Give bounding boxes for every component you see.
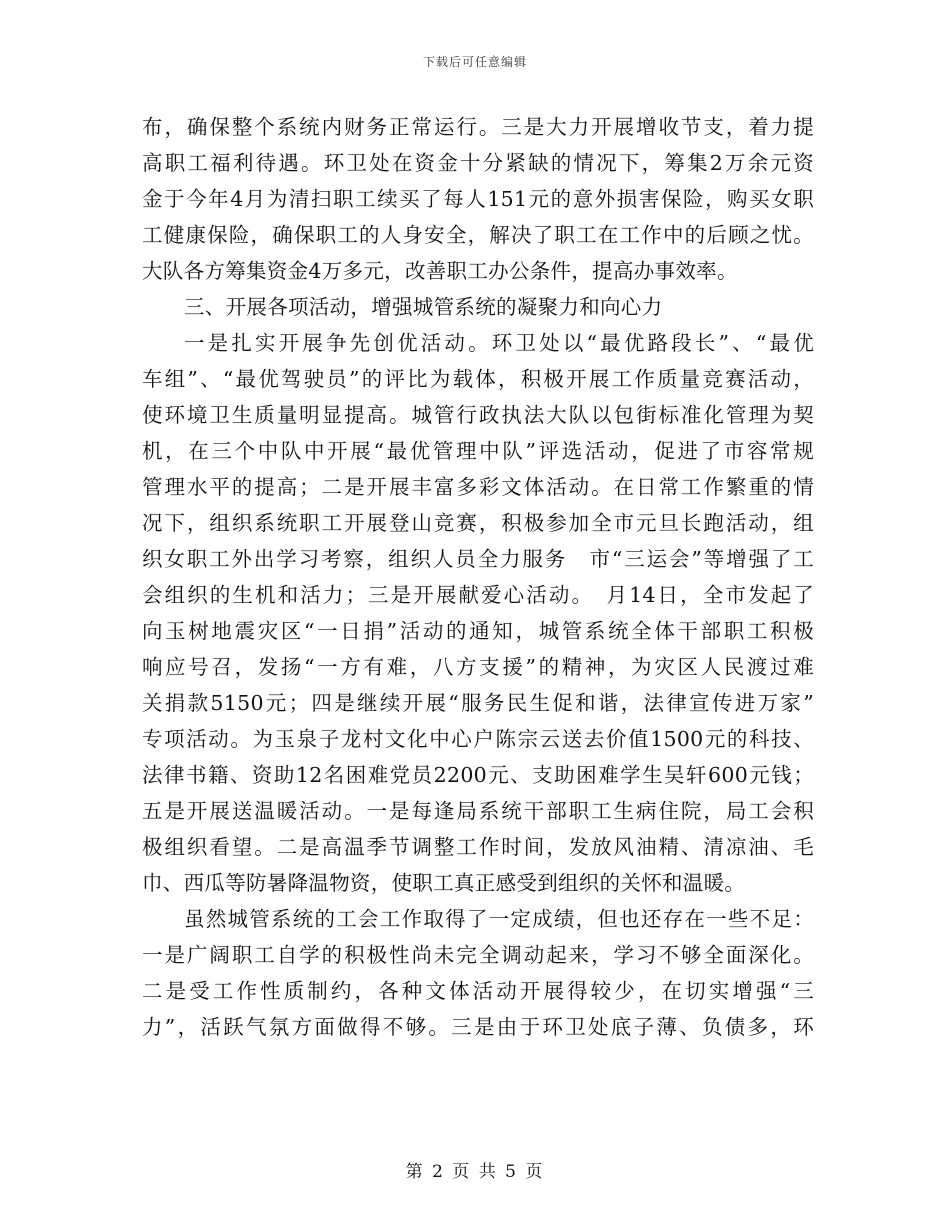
page-number: 第 2 页 共 5 页 [405,1162,545,1182]
text-line: 织女职工外出学习考察，组织人员全力服务 市“三运会”等增强了工 [142,547,814,571]
text-line: 会组织的生机和活力；三是开展献爱心活动。 月14日，全市发起了 [142,583,814,607]
text-line: 布，确保整个系统内财务正常运行。三是大力开展增收节支，着力提 [142,115,814,139]
text-line: 专项活动。为玉泉子龙村文化中心户陈宗云送去价值1500元的科技、 [142,727,814,751]
text-line: 五是开展送温暖活动。一是每逢局系统干部职工生病住院，局工会积 [142,799,814,823]
text-line: 高职工福利待遇。环卫处在资金十分紧缺的情况下，筹集2万余元资 [142,151,814,175]
text-line: 法律书籍、资助12名困难党员2200元、支助困难学生吴轩600元钱； [142,763,814,787]
text-line: 关捐款5150元；四是继续开展“服务民生促和谐，法律宣传进万家” [142,691,814,715]
text-line: 一是扎实开展争先创优活动。环卫处以“最优路段长”、“最优 [184,331,814,355]
page-header: 下载后可任意编辑 [422,55,527,69]
text-line: 向玉树地震灾区“一日捐”活动的通知，城管系统全体干部职工积极 [142,619,814,643]
text-line: 机，在三个中队中开展“最优管理中队”评选活动，促进了市容常规 [142,439,814,463]
text-line: 大队各方筹集资金4万多元，改善职工办公条件，提高办事效率。 [142,259,738,283]
text-line: 使环境卫生质量明显提高。城管行政执法大队以包街标准化管理为契 [142,403,814,427]
text-line: 况下，组织系统职工开展登山竞赛，积极参加全市元旦长跑活动，组 [142,511,814,535]
text-line: 管理水平的提高；二是开展丰富多彩文体活动。在日常工作繁重的情 [142,475,814,499]
text-line: 响应号召，发扬“一方有难，八方支援”的精神，为灾区人民渡过难 [142,655,814,679]
text-line: 金于今年4月为清扫职工续买了每人151元的意外损害保险，购买女职 [142,187,814,211]
text-line: 车组”、“最优驾驶员”的评比为载体，积极开展工作质量竞赛活动， [142,367,814,391]
text-line: 巾、西瓜等防暑降温物资，使职工真正感受到组织的关怀和温暖。 [142,871,746,895]
section-heading: 三、开展各项活动，增强城管系统的凝聚力和向心力 [184,295,663,319]
document-body [142,109,814,1045]
text-line: 极组织看望。二是高温季节调整工作时间，发放风油精、清凉油、毛 [142,835,814,859]
text-line: 虽然城管系统的工会工作取得了一定成绩，但也还存在一些不足： [184,907,814,931]
text-line: 一是广阔职工自学的积极性尚未完全调动起来，学习不够全面深化。 [142,943,814,967]
text-line: 二是受工作性质制约，各种文体活动开展得较少，在切实增强“三 [142,979,814,1003]
text-line: 工健康保险，确保职工的人身安全，解决了职工在工作中的后顾之忧。 [142,223,814,247]
text-line: 力”，活跃气氛方面做得不够。三是由于环卫处底子薄、负债多，环 [142,1015,814,1039]
